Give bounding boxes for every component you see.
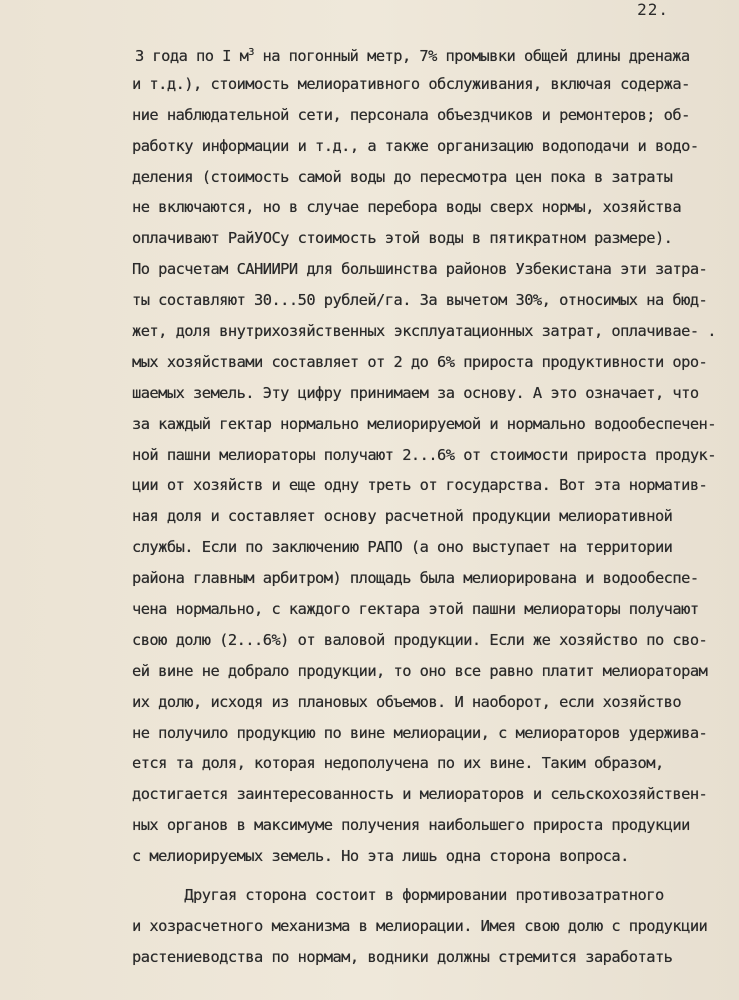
text-line: мых хозяйствами составляет от 2 до 6% прироста продуктивности оро-	[132, 352, 708, 371]
page-number: 22.	[637, 0, 669, 19]
text-line: и т.д.), стоимость мелиоративного обслуживания, включая содержа-	[132, 74, 690, 93]
text-line: не включаются, но в случае перебора воды сверх нормы, хозяйства	[132, 198, 682, 217]
text-line: ей вине не добрало продукции, то оно все равно платит мелиораторам	[132, 661, 708, 680]
text-fragment: на погонный метр, 7% промывки общей длины дренажа	[253, 47, 690, 65]
text-line: ции от хозяйств и еще одну треть от государства. Вот эта норматив-	[132, 476, 708, 495]
text-line: жет, доля внутрихозяйственных эксплуатационных затрат, оплачивае- .	[132, 322, 716, 341]
text-line	[132, 38, 729, 69]
text-line: достигается заинтересованность и мелиораторов и сельскохозяйствен-	[132, 785, 708, 804]
text-line: ты составляют 30...50 рублей/га. За вычетом 30%, относимых на бюд-	[132, 291, 708, 310]
text-line: ется та доля, которая недополучена по их вине. Таким образом,	[132, 754, 664, 773]
text-line: района главным арбитром) площадь была мелиорирована и водообеспе-	[132, 569, 699, 588]
text-line: Другая сторона состоит в формировании противозатратного	[132, 886, 664, 905]
text-line: шаемых земель. Эту цифру принимаем за основу. А это означает, что	[132, 383, 699, 402]
text-line: не получило продукцию по вине мелиорации, с мелиораторов удержива-	[132, 723, 708, 742]
text-line: ных органов в максимуме получения наибольшего прироста продукции	[132, 816, 690, 835]
text-line: ная доля и составляет основу расчетной продукции мелиоративной	[132, 507, 673, 526]
text-line: По расчетам САНИИРИ для большинства районов Узбекистана эти затра-	[132, 260, 708, 279]
text-line: с мелиорируемых земель. Но эта лишь одна сторона вопроса.	[132, 847, 629, 866]
text-line: свою долю (2...6%) от валовой продукции. Если же хозяйство по сво-	[132, 630, 708, 649]
text-line: работку информации и т.д., а также организацию водоподачи и водо-	[132, 136, 699, 155]
text-line: службы. Если по заключению РАПО (а оно выступает на территории	[132, 538, 673, 557]
text-line: оплачивают РайУОСу стоимость этой воды в пятикратном размере).	[132, 229, 673, 248]
text-line: их долю, исходя из плановых объемов. И наоборот, если хозяйство	[132, 692, 682, 711]
text-line: ние наблюдательной сети, персонала объездчиков и ремонтеров; об-	[132, 105, 690, 124]
text-line: растениеводства по нормам, водники должны стремится заработать	[132, 947, 673, 966]
text-line: ной пашни мелиораторы получают 2...6% от стоимости прироста продук-	[132, 445, 716, 464]
body-text	[132, 38, 729, 973]
superscript: 3	[248, 47, 254, 58]
text-line: за каждый гектар нормально мелиорируемой и нормально водообеспечен-	[132, 414, 716, 433]
text-fragment: 3 года по I м	[135, 47, 249, 65]
text-line: чена нормально, с каждого гектара этой пашни мелиораторы получают	[132, 600, 699, 619]
text-line: и хозрасчетного механизма в мелиорации. Имея свою долю с продукции	[132, 916, 708, 935]
text-line: деления (стоимость самой воды до пересмотра цен пока в затраты	[132, 167, 673, 186]
